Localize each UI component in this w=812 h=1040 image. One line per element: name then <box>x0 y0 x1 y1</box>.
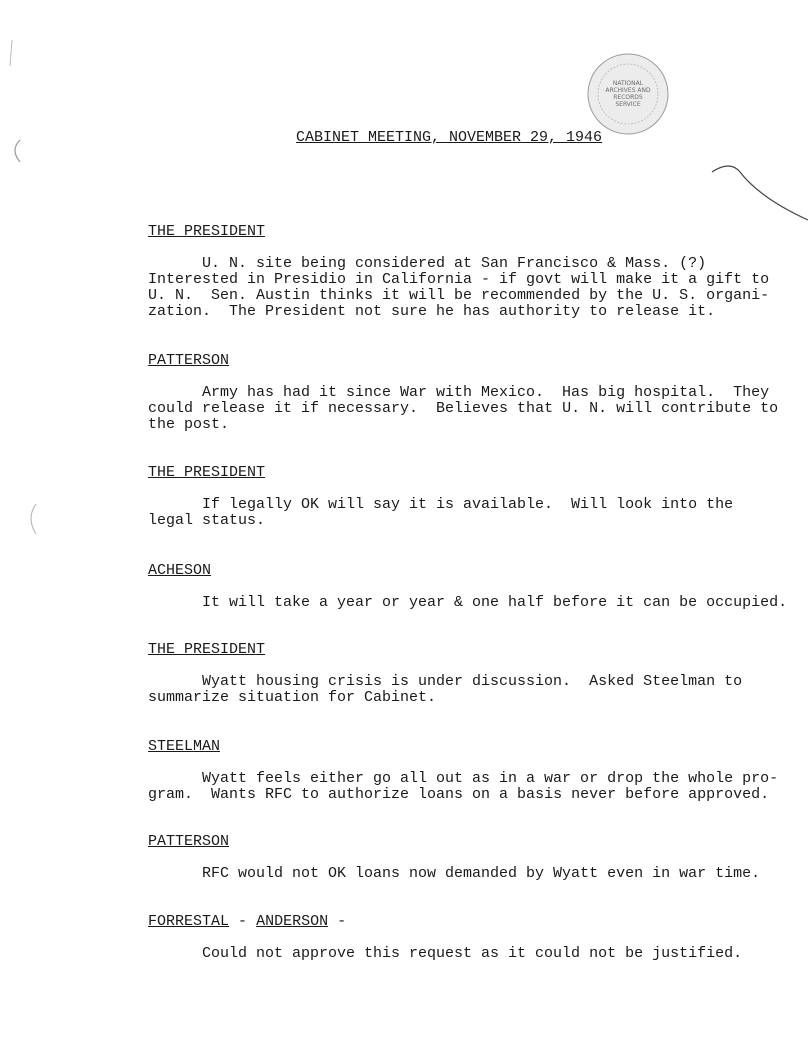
section-body <box>148 255 770 320</box>
pen-stroke-mark <box>710 158 810 228</box>
speaker-heading: PATTERSON <box>148 833 230 850</box>
section-body <box>148 384 779 433</box>
body-line: zation. The President not sure he has authority to release it. <box>148 303 716 320</box>
speaker-heading: THE PRESIDENT <box>148 223 266 240</box>
stamp-line: NATIONAL <box>612 80 644 87</box>
body-line: Army has had it since War with Mexico. Has big hospital. They <box>202 384 770 401</box>
body-line: summarize situation for Cabinet. <box>148 689 437 706</box>
body-line: the post. <box>148 416 230 433</box>
scan-mark-top-left <box>4 40 24 180</box>
speaker-heading-row <box>148 914 738 930</box>
document-title: CABINET MEETING, NOVEMBER 29, 1946 <box>296 129 603 146</box>
speaker-heading: ANDERSON <box>256 913 329 930</box>
body-line: RFC would not OK loans now demanded by Wyatt even in war time. <box>202 865 761 882</box>
body-line: could release it if necessary. Believes that U. N. will contribute to <box>148 400 779 417</box>
section-body <box>148 673 743 706</box>
body-line: gram. Wants RFC to authorize loans on a basis never before approved. <box>148 786 770 803</box>
speaker-heading: THE PRESIDENT <box>148 464 266 481</box>
speaker-heading: THE PRESIDENT <box>148 641 266 658</box>
body-line: If legally OK will say it is available. Will look into the <box>202 496 734 513</box>
section-body <box>148 865 761 882</box>
body-line: Wyatt feels either go all out as in a war or drop the whole pro- <box>202 770 779 787</box>
section-forrestal-anderson <box>148 913 743 962</box>
speaker-heading: STEELMAN <box>148 738 221 755</box>
stamp-line: RECORDS <box>613 94 643 101</box>
section-body <box>148 497 738 529</box>
body-line: U. N. Sen. Austin thinks it will be recommended by the U. S. organi- <box>148 287 770 304</box>
section-the-president-2 <box>148 465 738 529</box>
section-body <box>148 594 788 611</box>
section-body <box>148 770 779 803</box>
section-the-president-3 <box>148 641 743 706</box>
speaker-heading: PATTERSON <box>148 352 230 369</box>
speaker-separator: - <box>238 913 248 930</box>
section-patterson-1 <box>148 352 779 433</box>
speaker-heading: ACHESON <box>148 562 212 579</box>
section-the-president-1 <box>148 223 770 320</box>
body-line: It will take a year or year & one half before it can be occupied. <box>202 594 788 611</box>
speaker-heading: FORRESTAL <box>148 913 230 930</box>
stamp-text <box>584 50 672 138</box>
archive-stamp <box>584 50 672 138</box>
section-steelman <box>148 738 779 803</box>
scan-mark-left-middle <box>24 500 38 540</box>
stamp-line: SERVICE <box>615 101 641 108</box>
body-line: legal status. <box>148 512 266 529</box>
section-patterson-2 <box>148 833 761 882</box>
body-line: U. N. site being considered at San Francisco & Mass. (?) <box>202 255 707 272</box>
body-line: Wyatt housing crisis is under discussion. Asked Steelman to <box>202 673 743 690</box>
body-line: Interested in Presidio in California - if govt will make it a gift to <box>148 271 770 288</box>
body-line: Could not approve this request as it could not be justified. <box>202 945 743 962</box>
speaker-trailing-dash: - <box>337 913 347 930</box>
stamp-line: ARCHIVES AND <box>605 87 651 94</box>
section-acheson <box>148 562 788 611</box>
section-body <box>148 945 743 962</box>
